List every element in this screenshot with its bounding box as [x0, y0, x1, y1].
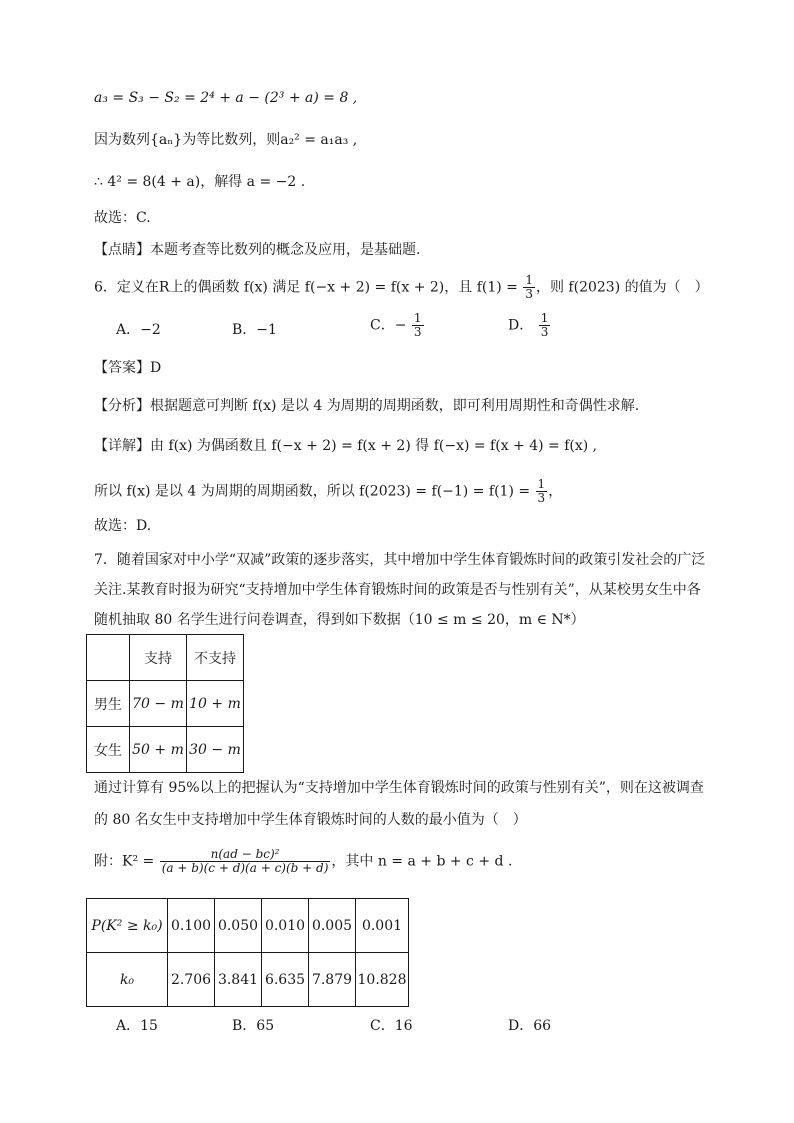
q7-line-5: 的 80 名女生中支持增加中学生体育锻炼时间的人数的最小值为（ ） [94, 812, 527, 828]
table-row-header: P(K² ≥ k₀) [87, 899, 168, 953]
frac-numerator: 1 [413, 311, 422, 325]
q7-option-c: C．16 [370, 1018, 413, 1034]
row-label: 男生 [87, 681, 130, 727]
frac-numerator: 1 [540, 311, 549, 325]
q6-stem-part2: ，则 f(2023) 的值为（ ） [535, 279, 709, 296]
answer-text: D [150, 360, 162, 376]
comment-line [94, 240, 420, 260]
frac-numerator: 1 [525, 273, 533, 287]
q6-option-c-label: C．− [370, 317, 407, 334]
q7-option-b: B．65 [232, 1018, 275, 1034]
table-cell: 10 + m [187, 681, 244, 727]
frac-denominator: 3 [525, 287, 533, 301]
q6-option-d-label: D． [508, 317, 534, 334]
table-cell: 30 − m [187, 727, 244, 773]
table-cell: 0.001 [356, 899, 409, 953]
analysis-line [94, 396, 639, 416]
frac-numerator: 1 [537, 477, 546, 491]
table-cell: 0.010 [262, 899, 309, 953]
critical-value-table [86, 898, 409, 1007]
q6-stem [94, 274, 709, 301]
q6-option-c-fraction [412, 312, 424, 339]
table-cell: 3.841 [215, 953, 262, 1007]
table-row-header: k₀ [87, 953, 168, 1007]
detail-2-fraction [536, 478, 548, 505]
chi-square-formula [94, 848, 512, 875]
analysis-tag: 【分析】 [94, 398, 150, 414]
q7-option-d: D．66 [508, 1018, 552, 1034]
table-cell [87, 635, 130, 681]
frac-denominator: 3 [413, 325, 422, 339]
table-cell: 50 + m [130, 727, 187, 773]
answer-tag: 【答案】 [94, 360, 150, 376]
text-geometric-condition: 因为数列{aₙ}为等比数列，则a₂² = a₁a₃ , [94, 132, 358, 148]
table-cell: 7.879 [309, 953, 356, 1007]
comment-tag: 【点睛】 [94, 242, 150, 258]
q7-line-2: 关注.某教育时报为研究“支持增加中学生体育锻炼时间的政策是否与性别有关”，从某校男女生中各 [94, 582, 701, 598]
comment-text: 本题考查等比数列的概念及应用，是基础题. [150, 242, 421, 258]
q7-line-3: 随机抽取 80 名学生进行问卷调查，得到如下数据（10 ≤ m ≤ 20，m ∈ N*） [94, 612, 585, 628]
survey-table [86, 634, 244, 773]
q7-line-4: 通过计算有 95%以上的把握认为“支持增加中学生体育锻炼时间的政策与性别有关”，则在这被调查 [94, 780, 704, 796]
q6-option-b: B．−1 [232, 322, 277, 338]
formula-denominator: (a + b)(c + d)(a + c)(b + d) [161, 861, 329, 875]
detail-text: 由 f(x) 为偶函数且 f(−x + 2) = f(x + 2) 得 f(−x) = f(x + 4) = f(x) , [150, 438, 598, 454]
answer-line [94, 358, 161, 378]
detail-2-text: 所以 f(x) 是以 4 为周期的周期函数，所以 f(2023) = f(−1) = f(1) = [94, 483, 531, 500]
detail-2-end: ， [548, 483, 563, 500]
formula-suffix: ，其中 n = a + b + c + d . [331, 853, 513, 870]
equation-a3: a₃ = S₃ − S₂ = 2⁴ + a − (2³ + a) = 8 , [94, 90, 358, 106]
table-cell: 0.100 [168, 899, 215, 953]
table-cell: 6.635 [262, 953, 309, 1007]
row-label: 女生 [87, 727, 130, 773]
detail-line-2 [94, 478, 562, 505]
analysis-text: 根据题意可判断 f(x) 是以 4 为周期的周期函数，即可利用周期性和奇偶性求解. [150, 398, 640, 414]
table-header: 不支持 [187, 635, 244, 681]
q7-option-a: A．15 [116, 1018, 158, 1034]
q6-option-d-fraction [539, 312, 551, 339]
q6-option-d [508, 312, 551, 339]
table-cell: 0.005 [309, 899, 356, 953]
q7-line-1: 7．随着国家对中小学“双减”政策的逐步落实，其中增加中学生体育锻炼时间的政策引发社会的广泛 [94, 552, 706, 568]
formula-fraction [160, 848, 331, 875]
frac-denominator: 3 [537, 491, 546, 505]
table-cell: 0.050 [215, 899, 262, 953]
text-choose-c: 故选：C. [94, 210, 151, 226]
text-solve-a: ∴ 4² = 8(4 + a)，解得 a = −2 . [94, 174, 306, 190]
table-cell: 70 − m [130, 681, 187, 727]
table-cell: 10.828 [356, 953, 409, 1007]
q6-option-c [370, 312, 425, 339]
detail-line [94, 436, 597, 456]
detail-tag: 【详解】 [94, 438, 150, 454]
table-cell: 2.706 [168, 953, 215, 1007]
table-header: 支持 [130, 635, 187, 681]
formula-numerator: n(ad − bc)² [160, 848, 331, 862]
q6-fraction [523, 274, 535, 301]
formula-prefix: 附：K² = [94, 853, 155, 870]
q6-option-a: A．−2 [116, 322, 161, 338]
text-choose-d: 故选：D. [94, 518, 152, 534]
frac-denominator: 3 [540, 325, 549, 339]
q6-stem-part1: 6．定义在R上的偶函数 f(x) 满足 f(−x + 2) = f(x + 2)，且 f(1) = [94, 279, 518, 296]
